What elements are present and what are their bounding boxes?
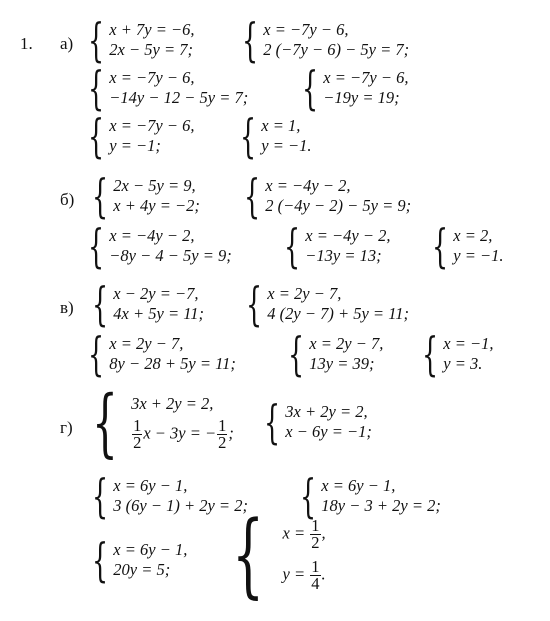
equation: 2 (−7y − 6) − 5y = 7; [263, 40, 410, 59]
part-b-system-1 [92, 169, 200, 223]
brace: { [88, 13, 105, 67]
equation-with-fraction: y = $\frac{1}{4}$ . [282, 557, 326, 593]
brace: { [92, 469, 109, 523]
brace: { [246, 277, 263, 331]
equation: −19y = 19; [323, 88, 400, 107]
equation: 18y − 3 + 2y = 2; [321, 496, 441, 515]
brace: { [232, 501, 265, 608]
brace: { [264, 395, 281, 449]
part-b-system-3 [88, 219, 232, 273]
part-b-system-2 [244, 169, 412, 223]
equation-with-fractions: $\frac{1}{2}$ x − 3y = − $\frac{1}{2}$ ; [133, 416, 234, 452]
equation: x = −4y − 2, [109, 226, 195, 245]
brace: { [92, 379, 118, 466]
equation: x − 6y = −1; [285, 422, 372, 441]
part-b-system-5 [432, 219, 504, 273]
brace: { [92, 533, 109, 587]
brace: { [88, 109, 105, 163]
fraction: $\frac{1}{4}$ [311, 557, 320, 593]
equation: x = 2y − 7, [309, 334, 384, 353]
part-a-system-5 [88, 109, 195, 163]
equation: x = −7y − 6, [323, 68, 409, 87]
equation: 3 (6y − 1) + 2y = 2; [113, 496, 248, 515]
part-a-label: а) [60, 34, 74, 53]
equation: 8y − 28 + 5y = 11; [109, 354, 236, 373]
equation: x = 2y − 7, [267, 284, 342, 303]
equation: x = −1, [443, 334, 494, 353]
equation: −8y − 4 − 5y = 9; [109, 246, 232, 265]
brace: { [88, 61, 105, 115]
equation: x = −4y − 2, [305, 226, 391, 245]
equation: x = 6y − 1, [321, 476, 396, 495]
part-g-system-4 [300, 469, 441, 523]
problem-number: 1. [20, 34, 33, 53]
equation: x = 2y − 7, [109, 334, 184, 353]
equation: y = −1. [453, 246, 504, 265]
equation: x = −4y − 2, [265, 176, 351, 195]
equation: x − 2y = −7, [113, 284, 199, 303]
part-a-system-1 [88, 13, 195, 67]
equation: 3x + 2y = 2, [285, 402, 368, 421]
fraction: $\frac{1}{2}$ [218, 416, 227, 452]
equation: x = −7y − 6, [109, 68, 195, 87]
fraction: $\frac{1}{2}$ [311, 516, 320, 552]
equation: y = −1. [261, 136, 312, 155]
part-a-system-6 [240, 109, 312, 163]
brace: { [92, 277, 109, 331]
equation: x = −7y − 6, [263, 20, 349, 39]
equation: x = 1, [261, 116, 301, 135]
equation: 2x − 5y = 9, [113, 176, 196, 195]
brace: { [432, 219, 449, 273]
brace: { [422, 327, 439, 381]
equation: x = 2, [453, 226, 493, 245]
brace: { [284, 219, 301, 273]
brace: { [244, 169, 261, 223]
part-v-system-1 [92, 277, 204, 331]
part-g-system-3 [92, 469, 248, 523]
equation: −14y − 12 − 5y = 7; [109, 88, 249, 107]
brace: { [242, 13, 259, 67]
part-v-system-3 [88, 327, 236, 381]
part-b-system-4 [284, 219, 391, 273]
part-g-system-2 [264, 395, 372, 449]
part-g-system-1 [92, 379, 234, 466]
equation: y = −1; [109, 136, 161, 155]
part-v-system-4 [288, 327, 384, 381]
equation: 2x − 5y = 7; [109, 40, 193, 59]
brace: { [88, 219, 105, 273]
equation: 4x + 5y = 11; [113, 304, 204, 323]
equation: 4 (2y − 7) + 5y = 11; [267, 304, 409, 323]
brace: { [302, 61, 319, 115]
part-v-label: в) [60, 298, 74, 317]
brace: { [240, 109, 257, 163]
equation: −13y = 13; [305, 246, 382, 265]
equation: 20y = 5; [113, 560, 171, 579]
equation: 2 (−4y − 2) − 5y = 9; [265, 196, 412, 215]
part-v-system-2 [246, 277, 409, 331]
brace: { [88, 327, 105, 381]
brace: { [92, 169, 109, 223]
brace: { [288, 327, 305, 381]
part-v-system-5 [422, 327, 494, 381]
part-a-system-2 [242, 13, 410, 67]
equation: x = −7y − 6, [109, 116, 195, 135]
equation: x + 4y = −2; [113, 196, 200, 215]
equation: y = 3. [443, 354, 483, 373]
equation: 13y = 39; [309, 354, 375, 373]
part-g-system-5 [92, 533, 188, 587]
equation: x = 6y − 1, [113, 476, 188, 495]
equation: x = 6y − 1, [113, 540, 188, 559]
equation: 3x + 2y = 2, [131, 394, 214, 413]
part-b-label: б) [60, 190, 75, 209]
part-a-system-4 [302, 61, 409, 115]
part-g-system-6 [232, 501, 326, 608]
equation-with-fraction: x = $\frac{1}{2}$ , [282, 516, 326, 552]
equation: x + 7y = −6, [109, 20, 195, 39]
fraction: $\frac{1}{2}$ [133, 416, 142, 452]
part-a-system-3 [88, 61, 249, 115]
part-g-label: г) [60, 418, 73, 437]
brace: { [300, 469, 317, 523]
